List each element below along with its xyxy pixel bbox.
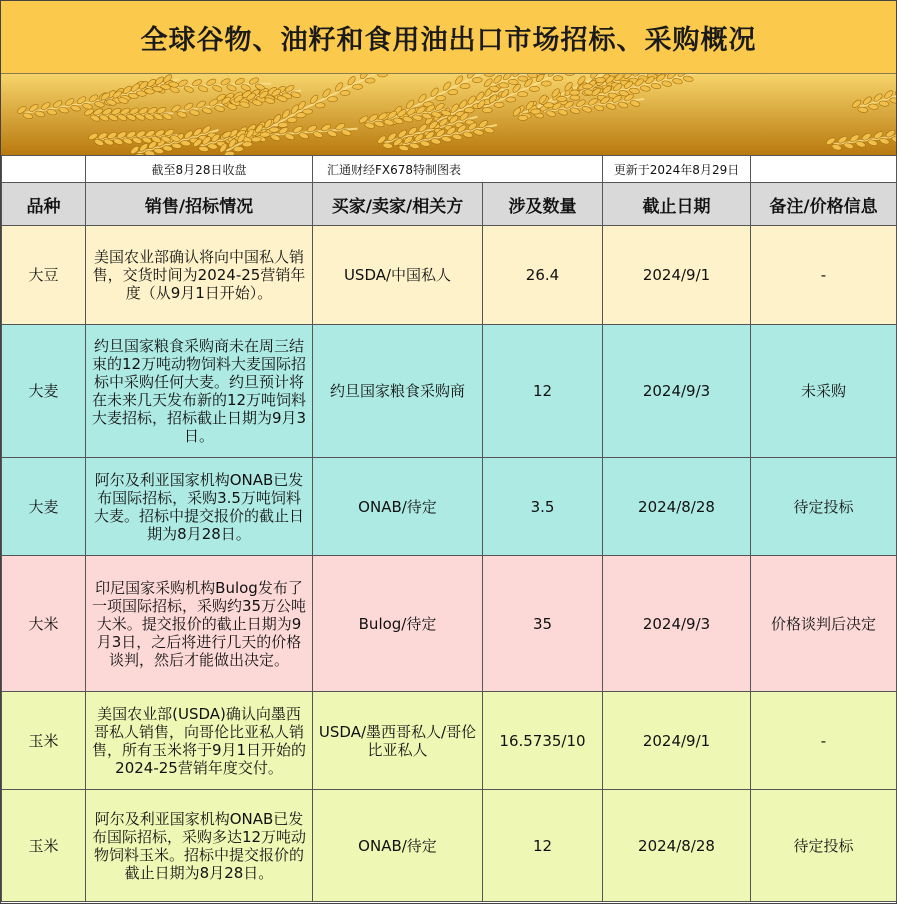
page-title: 全球谷物、油籽和食用油出口市场招标、采购概况 xyxy=(1,1,896,74)
note-cell: 待定投标 xyxy=(751,458,897,556)
info-row xyxy=(2,156,897,183)
table-row xyxy=(2,458,897,556)
info-empty-2 xyxy=(751,156,897,183)
info-empty-1 xyxy=(2,156,86,183)
tender-table xyxy=(1,155,897,902)
source-note: 汇通财经FX678特制图表 xyxy=(313,156,603,183)
table-row xyxy=(2,692,897,790)
table-header xyxy=(2,183,897,226)
col-deadline: 截止日期 xyxy=(603,183,751,226)
note-cell: - xyxy=(751,226,897,325)
note-cell: 价格谈判后决定 xyxy=(751,556,897,692)
crop-cell: 大麦 xyxy=(2,458,86,556)
note-cell: 未采购 xyxy=(751,325,897,458)
crop-cell: 玉米 xyxy=(2,692,86,790)
deadline-cell: 2024/8/28 xyxy=(603,790,751,902)
note-cell: 待定投标 xyxy=(751,790,897,902)
col-description: 销售/招标情况 xyxy=(86,183,313,226)
deadline-cell: 2024/9/1 xyxy=(603,226,751,325)
description-cell: 美国农业部(USDA)确认向墨西哥私人销售，向哥伦比亚私人销售，所有玉米将于9月1日开始的2024-25营销年度交付。 xyxy=(86,692,313,790)
note-cell: - xyxy=(751,692,897,790)
party-cell: USDA/中国私人 xyxy=(313,226,483,325)
cutoff-note: 截至8月28日收盘 xyxy=(86,156,313,183)
quantity-cell: 3.5 xyxy=(483,458,603,556)
updated-note: 更新于2024年8月29日 xyxy=(603,156,751,183)
col-note: 备注/价格信息 xyxy=(751,183,897,226)
party-cell: ONAB/待定 xyxy=(313,458,483,556)
party-cell: ONAB/待定 xyxy=(313,790,483,902)
description-cell: 阿尔及利亚国家机构ONAB已发布国际招标，采购多达12万吨动物饲料玉米。招标中提交报价的截止日期为8月28日。 xyxy=(86,790,313,902)
table-row xyxy=(2,226,897,325)
crop-cell: 大豆 xyxy=(2,226,86,325)
party-cell: USDA/墨西哥私人/哥伦比亚私人 xyxy=(313,692,483,790)
crop-cell: 玉米 xyxy=(2,790,86,902)
table-row xyxy=(2,325,897,458)
wheat-banner-image xyxy=(1,74,896,155)
deadline-cell: 2024/9/3 xyxy=(603,556,751,692)
quantity-cell: 35 xyxy=(483,556,603,692)
description-cell: 阿尔及利亚国家机构ONAB已发布国际招标，采购3.5万吨饲料大麦。招标中提交报价的截止日期为8月28日。 xyxy=(86,458,313,556)
description-cell: 约旦国家粮食采购商未在周三结束的12万吨动物饲料大麦国际招标中采购任何大麦。约旦预计将在未来几天发布新的12万吨饲料大麦招标，招标截止日期为9月3日。 xyxy=(86,325,313,458)
table-row xyxy=(2,556,897,692)
description-cell: 印尼国家采购机构Bulog发布了一项国际招标，采购约35万公吨大米。提交报价的截止日期为9月3日，之后将进行几天的价格谈判，然后才能做出决定。 xyxy=(86,556,313,692)
table-row xyxy=(2,790,897,902)
quantity-cell: 12 xyxy=(483,325,603,458)
deadline-cell: 2024/9/3 xyxy=(603,325,751,458)
col-party: 买家/卖家/相关方 xyxy=(313,183,483,226)
quantity-cell: 12 xyxy=(483,790,603,902)
deadline-cell: 2024/8/28 xyxy=(603,458,751,556)
crop-cell: 大米 xyxy=(2,556,86,692)
quantity-cell: 26.4 xyxy=(483,226,603,325)
col-crop: 品种 xyxy=(2,183,86,226)
wheat-illustration xyxy=(1,74,896,155)
party-cell: 约旦国家粮食采购商 xyxy=(313,325,483,458)
party-cell: Bulog/待定 xyxy=(313,556,483,692)
deadline-cell: 2024/9/1 xyxy=(603,692,751,790)
description-cell: 美国农业部确认将向中国私人销售，交货时间为2024-25营销年度（从9月1日开始）。 xyxy=(86,226,313,325)
quantity-cell: 16.5735/10 xyxy=(483,692,603,790)
col-quantity: 涉及数量 xyxy=(483,183,603,226)
crop-cell: 大麦 xyxy=(2,325,86,458)
